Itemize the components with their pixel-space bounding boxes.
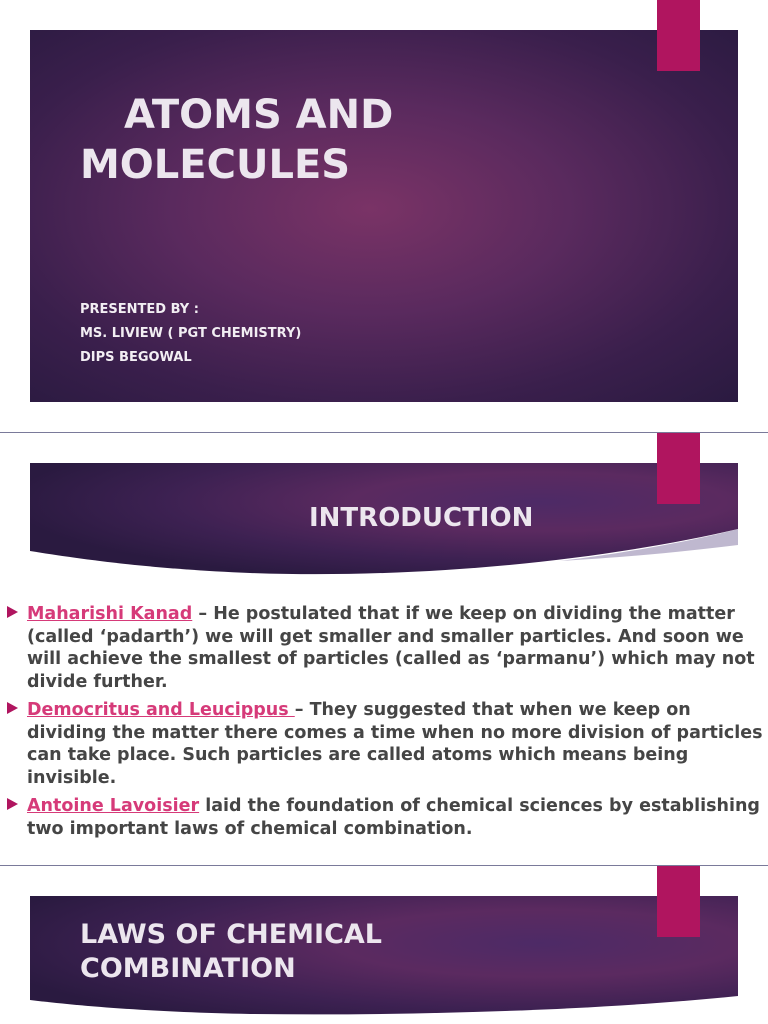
title-line-1: LAWS OF CHEMICAL — [80, 919, 382, 950]
bullet-text: – He postulated that if we keep on dividing the matter (called ‘padarth’) we will get smaller and smaller particles. And soon we will achieve the smallest of particles (called as ‘parmanu’) which may not divide further. — [27, 604, 755, 692]
presenter-line: MS. LIVIEW ( PGT CHEMISTRY) — [80, 326, 302, 341]
section-title: INTRODUCTION — [309, 503, 534, 533]
bullet-text: – They suggested that when we keep on dividing the matter there comes a time when no more division of particles can take place. Such particles are called atoms which means being invisible. — [27, 700, 763, 788]
scientist-link[interactable]: Maharishi Kanad — [27, 604, 193, 624]
presenter-line: PRESENTED BY : — [80, 302, 199, 317]
introduction-bullet-list — [7, 603, 767, 846]
accent-tab — [657, 0, 700, 71]
bullet-arrow-icon — [7, 798, 18, 810]
presenter-info — [80, 298, 301, 370]
slide-3 — [0, 866, 768, 1024]
title-line-2: COMBINATION — [80, 953, 296, 984]
accent-tab — [657, 433, 700, 504]
presentation-title — [80, 80, 393, 200]
slide-1 — [0, 0, 768, 432]
list-item — [7, 699, 767, 789]
bullet-text: laid the foundation of chemical sciences by establishing two important laws of chemical combination. — [27, 796, 760, 839]
bullet-arrow-icon — [7, 702, 18, 714]
scientist-link[interactable]: Democritus and Leucippus — [27, 700, 295, 720]
presenter-line: DIPS BEGOWAL — [80, 350, 192, 365]
scientist-link[interactable]: Antoine Lavoisier — [27, 796, 200, 816]
bullet-arrow-icon — [7, 606, 18, 618]
list-item — [7, 795, 767, 840]
accent-tab — [657, 866, 700, 937]
title-line-2: MOLECULES — [80, 142, 351, 188]
list-item — [7, 603, 767, 693]
section-title — [80, 918, 382, 986]
title-line-1: ATOMS AND — [124, 92, 394, 138]
